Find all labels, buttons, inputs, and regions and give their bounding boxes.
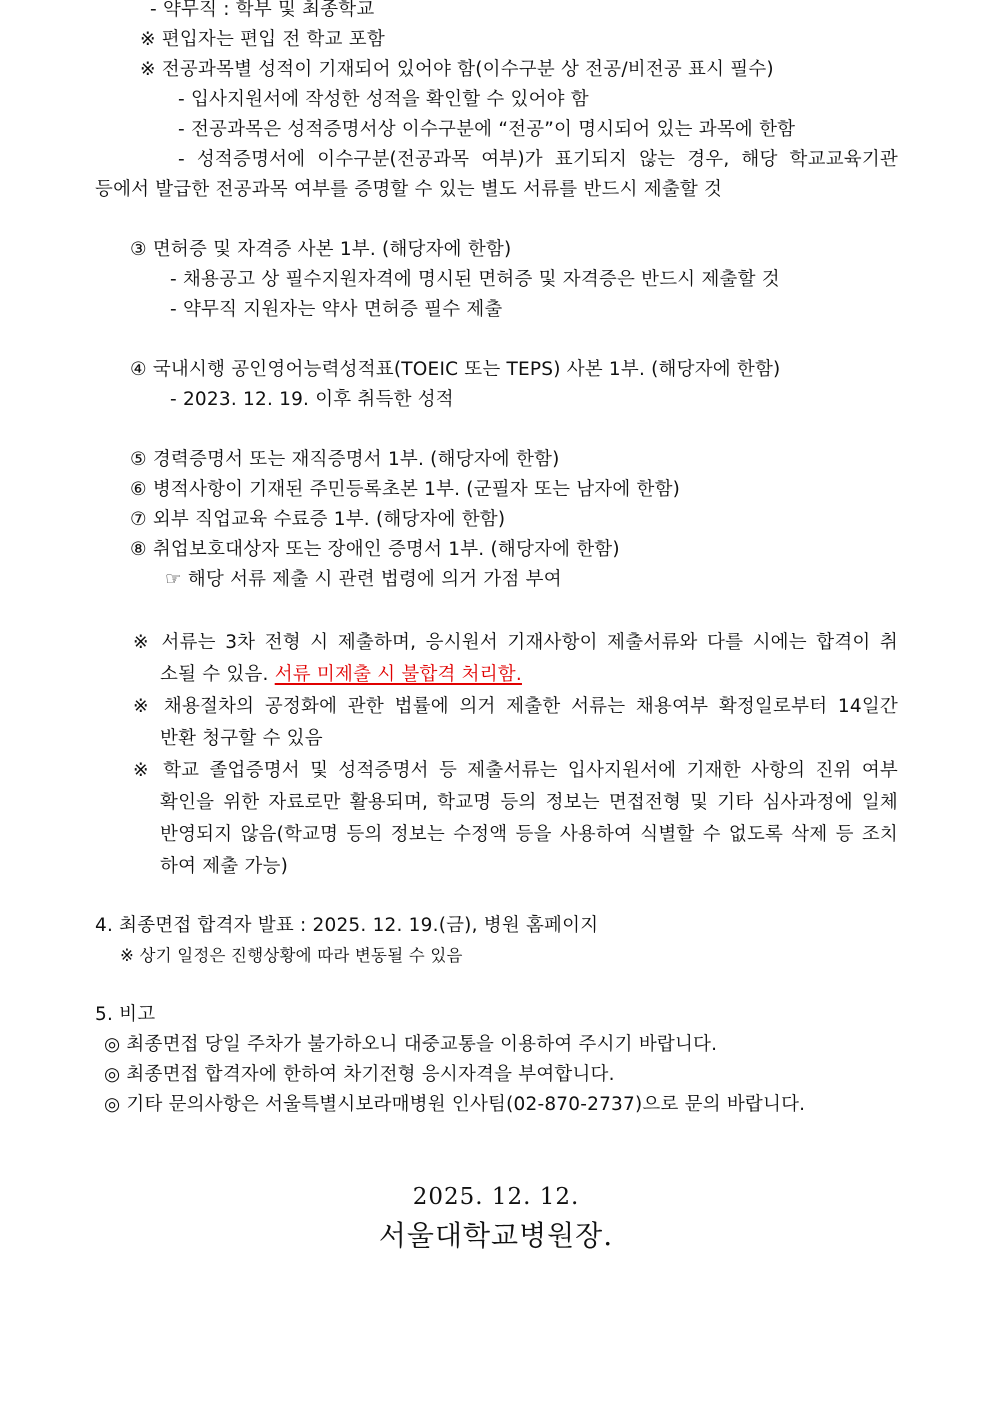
remark-2: ◎ 최종면접 합격자에 한하여 차기전형 응시자격을 부여합니다.: [104, 1064, 615, 1085]
note-2-line-2: 반환 청구할 수 있음: [160, 728, 323, 749]
note-3-line-1: ※ 학교 졸업증명서 및 성적증명서 등 제출서류는 입사지원서에 기재한 사항의 진위 여부: [133, 760, 898, 781]
note-1-warning: 서류 미제출 시 불합격 처리함.: [274, 664, 522, 685]
transfer-note: ※ 편입자는 편입 전 학교 포함: [140, 29, 385, 50]
item-7-training-certificate: ⑦ 외부 직업교육 수료증 1부. (해당자에 한함): [130, 509, 506, 530]
item-4-english-score: ④ 국내시행 공인영어능력성적표(TOEIC 또는 TEPS) 사본 1부. (해당자에 한함): [130, 359, 781, 380]
major-grade-note: ※ 전공과목별 성적이 기재되어 있어야 함(이수구분 상 전공/비전공 표시 필수): [140, 59, 774, 80]
remark-3: ◎ 기타 문의사항은 서울특별시보라매병원 인사팀(02-870-2737)으로 문의 바랍니다.: [104, 1094, 806, 1115]
issue-date: 2025. 12. 12.: [412, 1184, 580, 1210]
note-1-text: 소될 수 있음.: [160, 664, 269, 685]
section-4-note: ※ 상기 일정은 진행상황에 따라 변동될 수 있음: [120, 946, 463, 965]
note-1-line-2: [160, 662, 522, 688]
note-2-line-1: ※ 채용절차의 공정화에 관한 법률에 의거 제출한 서류는 채용여부 확정일로부터 14일간: [133, 696, 898, 717]
major-grade-sub-1: - 입사지원서에 작성한 성적을 확인할 수 있어야 함: [178, 89, 589, 110]
item-3-license-copy: ③ 면허증 및 자격증 사본 1부. (해당자에 한함): [130, 239, 512, 260]
item-6-resident-abstract: ⑥ 병적사항이 기재된 주민등록초본 1부. (군필자 또는 남자에 한함): [130, 479, 681, 500]
section-4-title: 4. 최종면접 합격자 발표 : 2025. 12. 19.(금), 병원 홈페이지: [95, 915, 599, 936]
pharm-school-line: - 약무직 : 학부 및 최종학교: [150, 0, 375, 20]
item-8-bonus-note: ☞ 해당 서류 제출 시 관련 법령에 의거 가점 부여: [165, 569, 562, 590]
item-3-sub-1: - 채용공고 상 필수지원자격에 명시된 면허증 및 자격증은 반드시 제출할 것: [170, 269, 780, 290]
note-3-line-4: 하여 제출 가능): [160, 856, 289, 877]
issuer-name: 서울대학교병원장.: [378, 1219, 614, 1252]
item-5-career-certificate: ⑤ 경력증명서 또는 재직증명서 1부. (해당자에 한함): [130, 449, 560, 470]
note-3-line-3: 반영되지 않음(학교명 등의 정보는 수정액 등을 사용하여 식별할 수 없도록 삭제 등 조치: [160, 824, 898, 845]
item-8-protection-certificate: ⑧ 취업보호대상자 또는 장애인 증명서 1부. (해당자에 한함): [130, 539, 620, 560]
note-1-line-1: ※ 서류는 3차 전형 시 제출하며, 응시원서 기재사항이 제출서류와 다를 시에는 합격이 취: [133, 632, 898, 653]
note-3-line-2: 확인을 위한 자료로만 활용되며, 학교명 등의 정보는 면접전형 및 기타 심사과정에 일체: [160, 792, 898, 813]
major-grade-sub-3-line-2: 등에서 발급한 전공과목 여부를 증명할 수 있는 별도 서류를 반드시 제출할 것: [95, 179, 723, 200]
remark-1: ◎ 최종면접 당일 주차가 불가하오니 대중교통을 이용하여 주시기 바랍니다.: [104, 1034, 718, 1055]
item-3-sub-2: - 약무직 지원자는 약사 면허증 필수 제출: [170, 299, 503, 320]
item-4-sub-1: - 2023. 12. 19. 이후 취득한 성적: [170, 389, 454, 410]
major-grade-sub-2: - 전공과목은 성적증명서상 이수구분에 “전공”이 명시되어 있는 과목에 한함: [178, 119, 796, 140]
major-grade-sub-3-line-1: - 성적증명서에 이수구분(전공과목 여부)가 표기되지 않는 경우, 해당 학교교육기관: [178, 149, 898, 170]
section-5-title: 5. 비고: [95, 1004, 156, 1025]
